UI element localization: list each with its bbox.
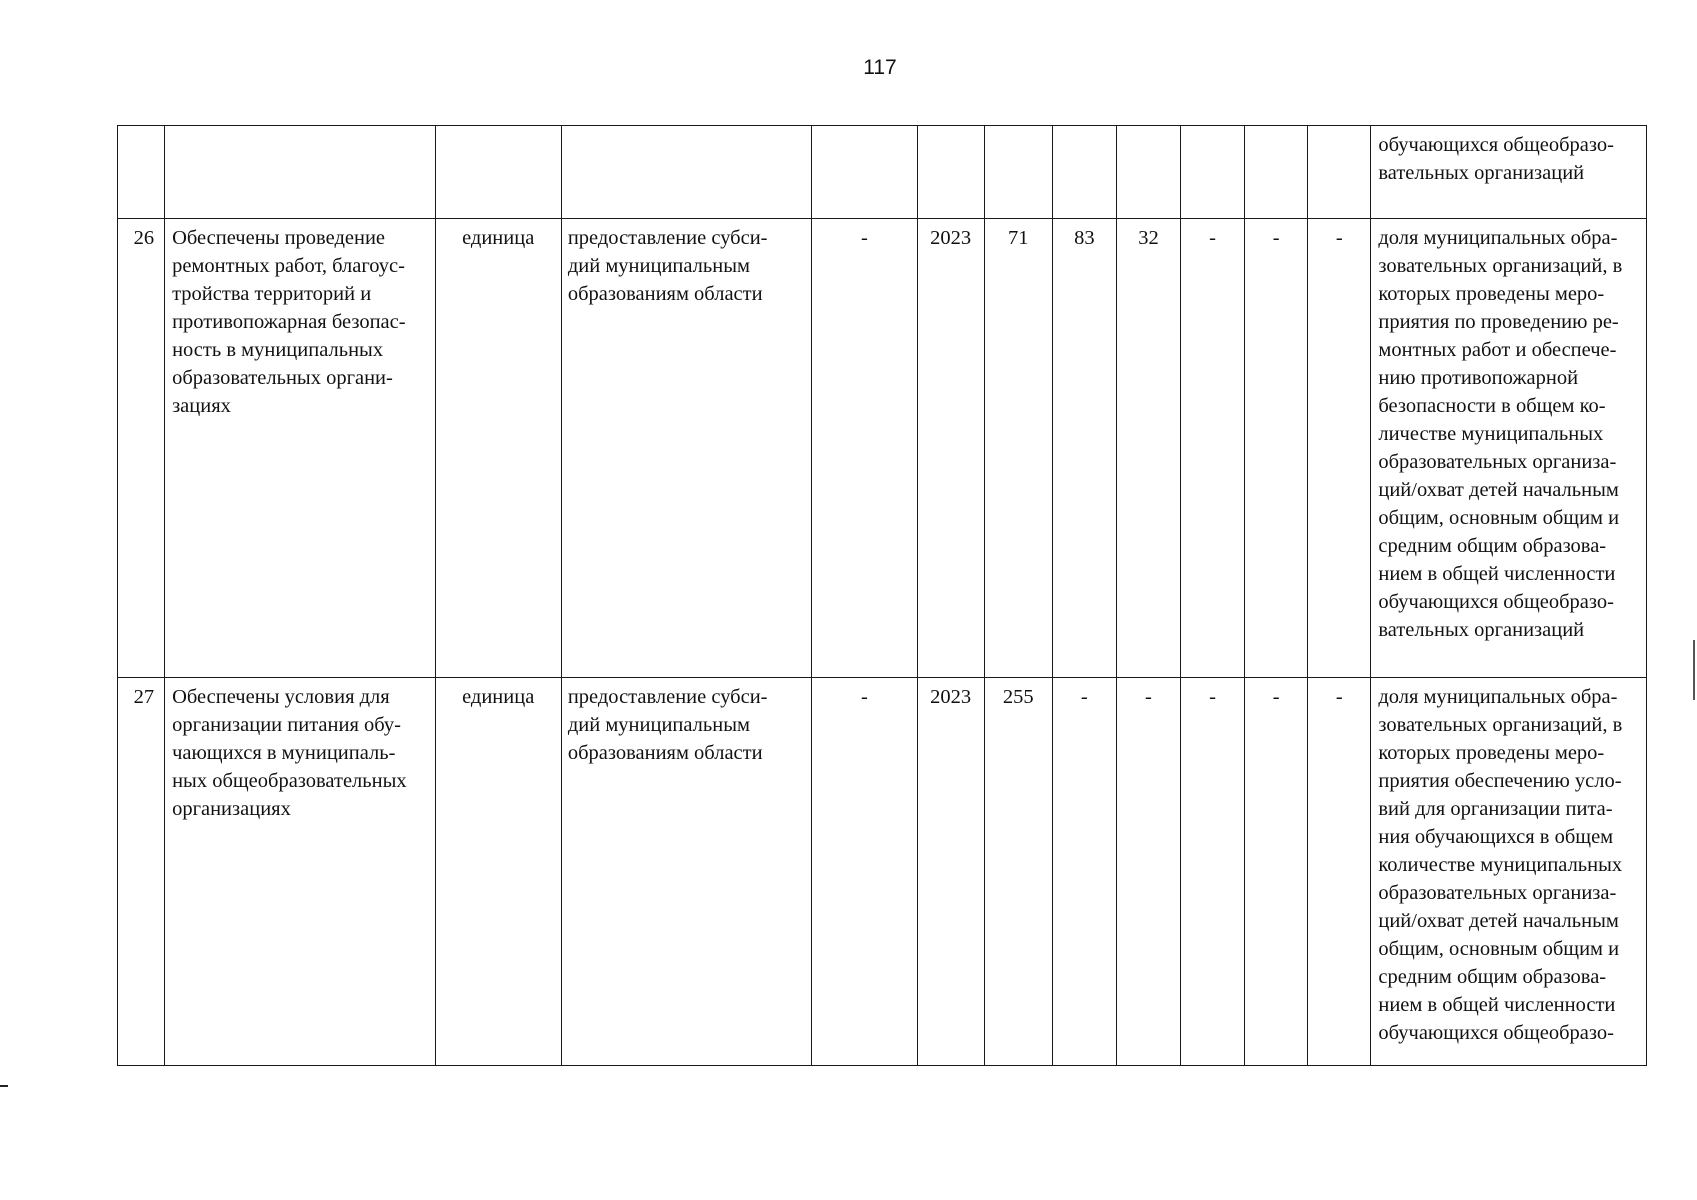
cell-value-10: - bbox=[1181, 678, 1245, 1066]
cell-text-line: безопасности в общем ко- bbox=[1378, 395, 1606, 417]
cell-row-number bbox=[118, 126, 165, 219]
cell-value-5: - bbox=[812, 219, 917, 678]
cell-text-line: приятия по проведению ре- bbox=[1378, 311, 1619, 333]
cell-text-line: монтных работ и обеспече- bbox=[1378, 339, 1617, 361]
cell-row-number: 27 bbox=[118, 678, 165, 1066]
cell-indicator bbox=[1371, 219, 1647, 678]
cell-measure-name bbox=[165, 126, 436, 219]
cell-text-line: тройства территорий и bbox=[172, 283, 372, 305]
cell-text-line: дий муниципальным bbox=[567, 714, 750, 736]
cell-text-line: ность в муниципальных bbox=[172, 339, 384, 361]
table-row bbox=[118, 678, 1647, 1066]
cell-year: 2023 bbox=[917, 219, 984, 678]
cell-value-8: - bbox=[1052, 678, 1116, 1066]
cell-indicator bbox=[1371, 678, 1647, 1066]
cell-text-line: средним общим образова- bbox=[1378, 535, 1607, 557]
cell-value-10: - bbox=[1181, 219, 1245, 678]
cell-text-line: зовательных организаций, в bbox=[1378, 714, 1623, 736]
cell-row-number: 26 bbox=[118, 219, 165, 678]
cell-text-line: ций/охват детей начальным bbox=[1378, 910, 1619, 932]
cell-text-line: зовательных организаций, в bbox=[1378, 255, 1623, 277]
cell-text-line: нием в общей численности bbox=[1378, 563, 1616, 585]
cell-text-line: которых проведены меро- bbox=[1378, 742, 1605, 764]
cell-text-line: образовательных организа- bbox=[1378, 882, 1617, 904]
page-number: 117 bbox=[863, 56, 897, 79]
cell-text-line: вательных организаций bbox=[1378, 619, 1585, 641]
cell-text-line: Обеспечены проведение bbox=[172, 227, 386, 249]
cell-value-7: 71 bbox=[984, 219, 1052, 678]
measures-table bbox=[117, 125, 1647, 1066]
cell-text-line: зациях bbox=[172, 395, 231, 417]
cell-value-8: 83 bbox=[1052, 219, 1116, 678]
cell-text-line: личестве муниципальных bbox=[1378, 423, 1604, 445]
cell-text-line: доля муниципальных обра- bbox=[1378, 686, 1618, 708]
cell-value-8 bbox=[1052, 126, 1116, 219]
cell-value-9: 32 bbox=[1116, 219, 1180, 678]
cell-text-line: вий для организации пита- bbox=[1378, 798, 1613, 820]
cell-text-line: чающихся в муниципаль- bbox=[172, 742, 396, 764]
cell-value-12 bbox=[1308, 126, 1371, 219]
cell-value-12: - bbox=[1308, 219, 1371, 678]
cell-text-line: предоставление субси- bbox=[567, 227, 768, 249]
cell-measure-name bbox=[165, 219, 436, 678]
cell-value-11: - bbox=[1245, 219, 1308, 678]
cell-text-line: ремонтных работ, благоус- bbox=[172, 255, 405, 277]
cell-unit: единица bbox=[435, 219, 561, 678]
cell-value-5 bbox=[812, 126, 917, 219]
cell-text-line: обучающихся общеобразо- bbox=[1378, 134, 1614, 156]
cell-indicator bbox=[1371, 126, 1647, 219]
cell-value-9 bbox=[1116, 126, 1180, 219]
cell-year: 2023 bbox=[917, 678, 984, 1066]
table-row bbox=[118, 219, 1647, 678]
cell-text-line: организациях bbox=[172, 798, 291, 820]
scan-edge-mark bbox=[1693, 640, 1695, 700]
cell-year bbox=[917, 126, 984, 219]
scan-edge-mark bbox=[0, 1085, 8, 1087]
table-body bbox=[118, 126, 1647, 1066]
cell-text-line: доля муниципальных обра- bbox=[1378, 227, 1618, 249]
cell-text-line: количестве муниципальных bbox=[1378, 854, 1623, 876]
cell-text-line: средним общим образова- bbox=[1378, 966, 1607, 988]
cell-text-line: приятия обеспечению усло- bbox=[1378, 770, 1622, 792]
cell-value-11: - bbox=[1245, 678, 1308, 1066]
cell-unit bbox=[435, 126, 561, 219]
cell-text-line: общим, основным общим и bbox=[1378, 507, 1620, 529]
cell-text-line: нию противопожарной bbox=[1378, 367, 1579, 389]
cell-value-12: - bbox=[1308, 678, 1371, 1066]
table-row bbox=[118, 126, 1647, 219]
cell-text-line: предоставление субси- bbox=[567, 686, 768, 708]
cell-text-line: образовательных органи- bbox=[172, 367, 393, 389]
cell-unit: единица bbox=[435, 678, 561, 1066]
cell-value-7 bbox=[984, 126, 1052, 219]
cell-text-line: Обеспечены условия для bbox=[172, 686, 390, 708]
cell-measure-name bbox=[165, 678, 436, 1066]
cell-text-line: образованиям области bbox=[567, 742, 763, 764]
cell-text-line: дий муниципальным bbox=[567, 255, 750, 277]
cell-text-line: обучающихся общеобразо- bbox=[1378, 1022, 1614, 1044]
cell-method bbox=[561, 219, 811, 678]
cell-method bbox=[561, 126, 811, 219]
cell-text-line: ций/охват детей начальным bbox=[1378, 479, 1619, 501]
cell-text-line: организации питания обу- bbox=[172, 714, 401, 736]
cell-text-line: ных общеобразовательных bbox=[172, 770, 407, 792]
cell-value-11 bbox=[1245, 126, 1308, 219]
cell-text-line: ния обучающихся в общем bbox=[1378, 826, 1614, 848]
cell-value-5: - bbox=[812, 678, 917, 1066]
cell-text-line: образованиям области bbox=[567, 283, 763, 305]
cell-text-line: которых проведены меро- bbox=[1378, 283, 1605, 305]
cell-value-10 bbox=[1181, 126, 1245, 219]
cell-text-line: обучающихся общеобразо- bbox=[1378, 591, 1614, 613]
cell-text-line: противопожарная безопас- bbox=[172, 311, 406, 333]
cell-method bbox=[561, 678, 811, 1066]
cell-text-line: образовательных организа- bbox=[1378, 451, 1617, 473]
cell-value-9: - bbox=[1116, 678, 1180, 1066]
cell-text-line: общим, основным общим и bbox=[1378, 938, 1620, 960]
cell-text-line: нием в общей численности bbox=[1378, 994, 1616, 1016]
cell-value-7: 255 bbox=[984, 678, 1052, 1066]
cell-text-line: вательных организаций bbox=[1378, 162, 1585, 184]
